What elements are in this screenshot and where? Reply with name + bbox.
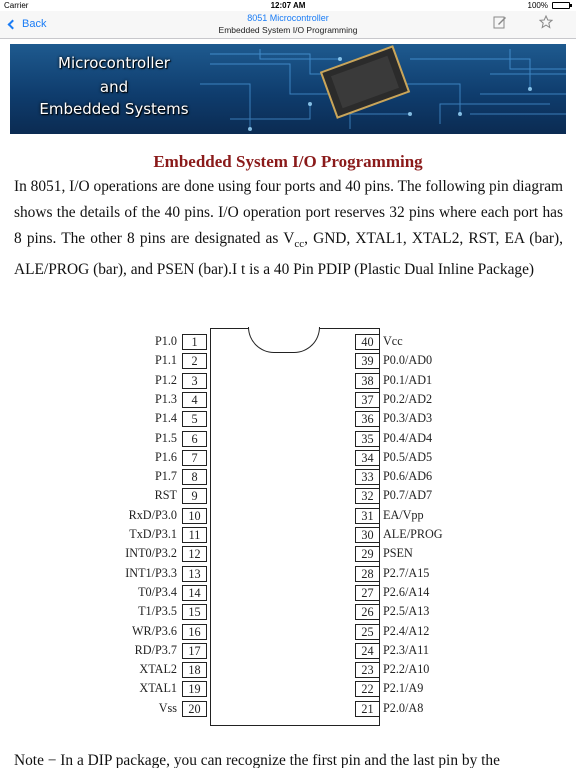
pin-row-left [130,450,210,466]
pin-row-left [130,431,210,447]
pin-number: 7 [182,450,207,466]
pin-number: 18 [182,662,207,678]
pin-row-left [130,469,210,485]
pin-label: XTAL1 [139,681,177,696]
pin-number: 11 [182,527,207,543]
pin-row-left [130,662,210,678]
pin-row-right [355,411,475,427]
pin-row-left [130,334,210,350]
pin-label: T1/P3.5 [138,604,177,619]
article-paragraph [14,174,563,283]
pin-row-right [355,566,475,582]
pin-row-left [130,701,210,717]
pin-number: 6 [182,431,207,447]
pin-label: P1.6 [154,449,177,464]
pin-row-left [130,353,210,369]
pin-number: 21 [355,701,380,717]
pin-number: 23 [355,662,380,678]
pin-number: 4 [182,392,207,408]
edit-icon[interactable] [492,14,508,30]
pin-number: 36 [355,411,380,427]
pin-row-left [130,643,210,659]
paragraph-text-1: In 8051, I/O operations are done using four ports and 40 pins. The following pin diagram shows the details of the 40 pins. I/O operation port reserves 32 pins where each port has 8 pins. The other 8 pins are designated as V [14,178,563,247]
pin-number: 26 [355,604,380,620]
pin-label: WR/P3.6 [131,623,177,638]
pin-label: P0.3/AD3 [383,411,433,426]
pin-label: PSEN [383,546,413,561]
pin-label: P2.7/A15 [383,565,430,580]
pin-number: 1 [182,334,207,350]
pin-label: P0.0/AD0 [383,353,433,368]
pin-row-left [130,585,210,601]
pin-label: P2.5/A13 [383,604,430,619]
pin-number: 5 [182,411,207,427]
pin-number: 8 [182,469,207,485]
pin-label: INT0/P3.2 [125,546,177,561]
pin-row-left [125,565,210,582]
pin-row-left [130,624,210,640]
pin-number: 28 [355,566,380,582]
pin-label: RST [154,488,177,503]
pin-label: INT1/P3.3 [125,565,177,580]
banner-title-line1: Microcontroller [58,54,170,72]
pin-row-left [130,488,210,504]
pin-number: 14 [182,585,207,601]
pin-number: 20 [182,701,207,717]
pin-row-right [355,450,475,466]
pin-number: 37 [355,392,380,408]
pin-label: P2.1/A9 [383,681,424,696]
pin-number: 16 [182,624,207,640]
pin-row-right [355,373,475,389]
pin-label: P2.3/A11 [383,642,429,657]
pin-label: P2.4/A12 [383,623,430,638]
pin-label: Vss [158,700,177,715]
pin-diagram [125,328,460,728]
pin-label: P0.5/AD5 [383,449,433,464]
navigation-bar [0,11,576,39]
pin-label: P1.0 [154,334,177,348]
pin-row-left [130,392,210,408]
pin-number: 33 [355,469,380,485]
pin-row-right [355,508,475,524]
carrier-label: Carrier [4,1,29,10]
pin-label: P1.2 [154,372,177,387]
pin-label: T0/P3.4 [138,584,177,599]
pin-row-right [355,488,475,504]
pin-number: 2 [182,353,207,369]
star-icon[interactable] [538,14,554,30]
pin-label: P2.6/A14 [383,584,430,599]
pin-number: 24 [355,643,380,659]
pin-row-left [125,546,210,562]
pin-number: 38 [355,373,380,389]
pin-label: ALE/PROG [383,527,443,541]
pin-label: P0.2/AD2 [383,391,433,406]
pin-number: 3 [182,373,207,389]
pin-label: EA/Vpp [383,507,424,522]
pin-number: 35 [355,431,380,447]
pin-number: 9 [182,488,207,504]
pin-row-right [355,392,475,408]
banner-title-line2: and [99,78,129,96]
pin-row-left [130,604,210,620]
pin-row-right [355,624,475,640]
pin-number: 15 [182,604,207,620]
pin-number: 32 [355,488,380,504]
pin-number: 12 [182,546,207,562]
banner-title-line3: Embedded Systems [39,100,189,118]
note-text: Note − In a DIP package, you can recognize the first pin and the last pin by the [14,752,500,768]
banner-image [10,44,566,134]
pin-number: 30 [355,527,380,543]
pin-row-right [355,431,475,447]
pin-number: 10 [182,508,207,524]
pin-row-left [130,373,210,389]
pin-row-right [355,681,475,697]
pin-row-right [355,701,475,717]
pin-row-left [130,681,210,697]
pin-label: P1.3 [154,391,177,406]
pin-label: XTAL2 [139,662,177,677]
battery-icon [552,2,570,9]
pin-label: RD/P3.7 [134,642,177,657]
pin-row-right [355,643,475,659]
clock: 12:07 AM [270,1,306,10]
pin-label: P2.0/A8 [383,700,424,715]
nav-title: 8051 Microcontroller [247,13,329,23]
paragraph-text-2: , GND, XTAL1, XTAL2, RST, EA (bar), ALE/PROG (bar), and PSEN (bar).I t is a 40 Pin PDIP (Plastic Dual Inline Package) [14,230,563,278]
pin-number: 31 [355,508,380,524]
pin-label: P0.6/AD6 [383,469,433,484]
pin-row-right [355,662,475,678]
pin-number: 17 [182,643,207,659]
article-title: Embedded System I/O Programming [153,152,423,171]
pin-label: TxD/P3.1 [129,527,177,541]
pin-label: P1.7 [154,469,177,484]
pin-number: 27 [355,585,380,601]
nav-subtitle: Embedded System I/O Programming [218,25,358,35]
pin-label: P1.5 [154,430,177,445]
pin-label: P2.2/A10 [383,662,430,677]
pin-number: 40 [355,334,380,350]
pin-number: 25 [355,624,380,640]
pin-row-right [355,546,475,562]
pin-number: 22 [355,681,380,697]
pin-label: P0.4/AD4 [383,430,433,445]
pin-number: 39 [355,353,380,369]
pin-row-left [130,527,210,543]
pin-row-left [130,508,210,524]
pin-label: P0.1/AD1 [383,372,433,387]
pin-label: Vcc [383,334,403,348]
pin-label: P1.4 [154,411,177,426]
pin-row-right [355,604,475,620]
pin-label: P0.7/AD7 [383,488,433,503]
pin-number: 19 [182,681,207,697]
pin-row-right [355,527,475,543]
pin-label: P1.1 [154,353,177,368]
pin-row-left [130,411,210,427]
vcc-subscript: cc [294,238,305,250]
pin-label: RxD/P3.0 [128,507,177,522]
battery-percent: 100% [527,1,548,10]
pin-row-right [355,585,475,601]
status-bar [0,0,576,11]
pin-number: 13 [182,566,207,582]
back-label: Back [22,18,47,30]
pin-number: 29 [355,546,380,562]
pin-row-right [355,469,475,485]
pin-number: 34 [355,450,380,466]
pin-row-right [355,334,475,350]
pin-row-right [355,353,475,369]
